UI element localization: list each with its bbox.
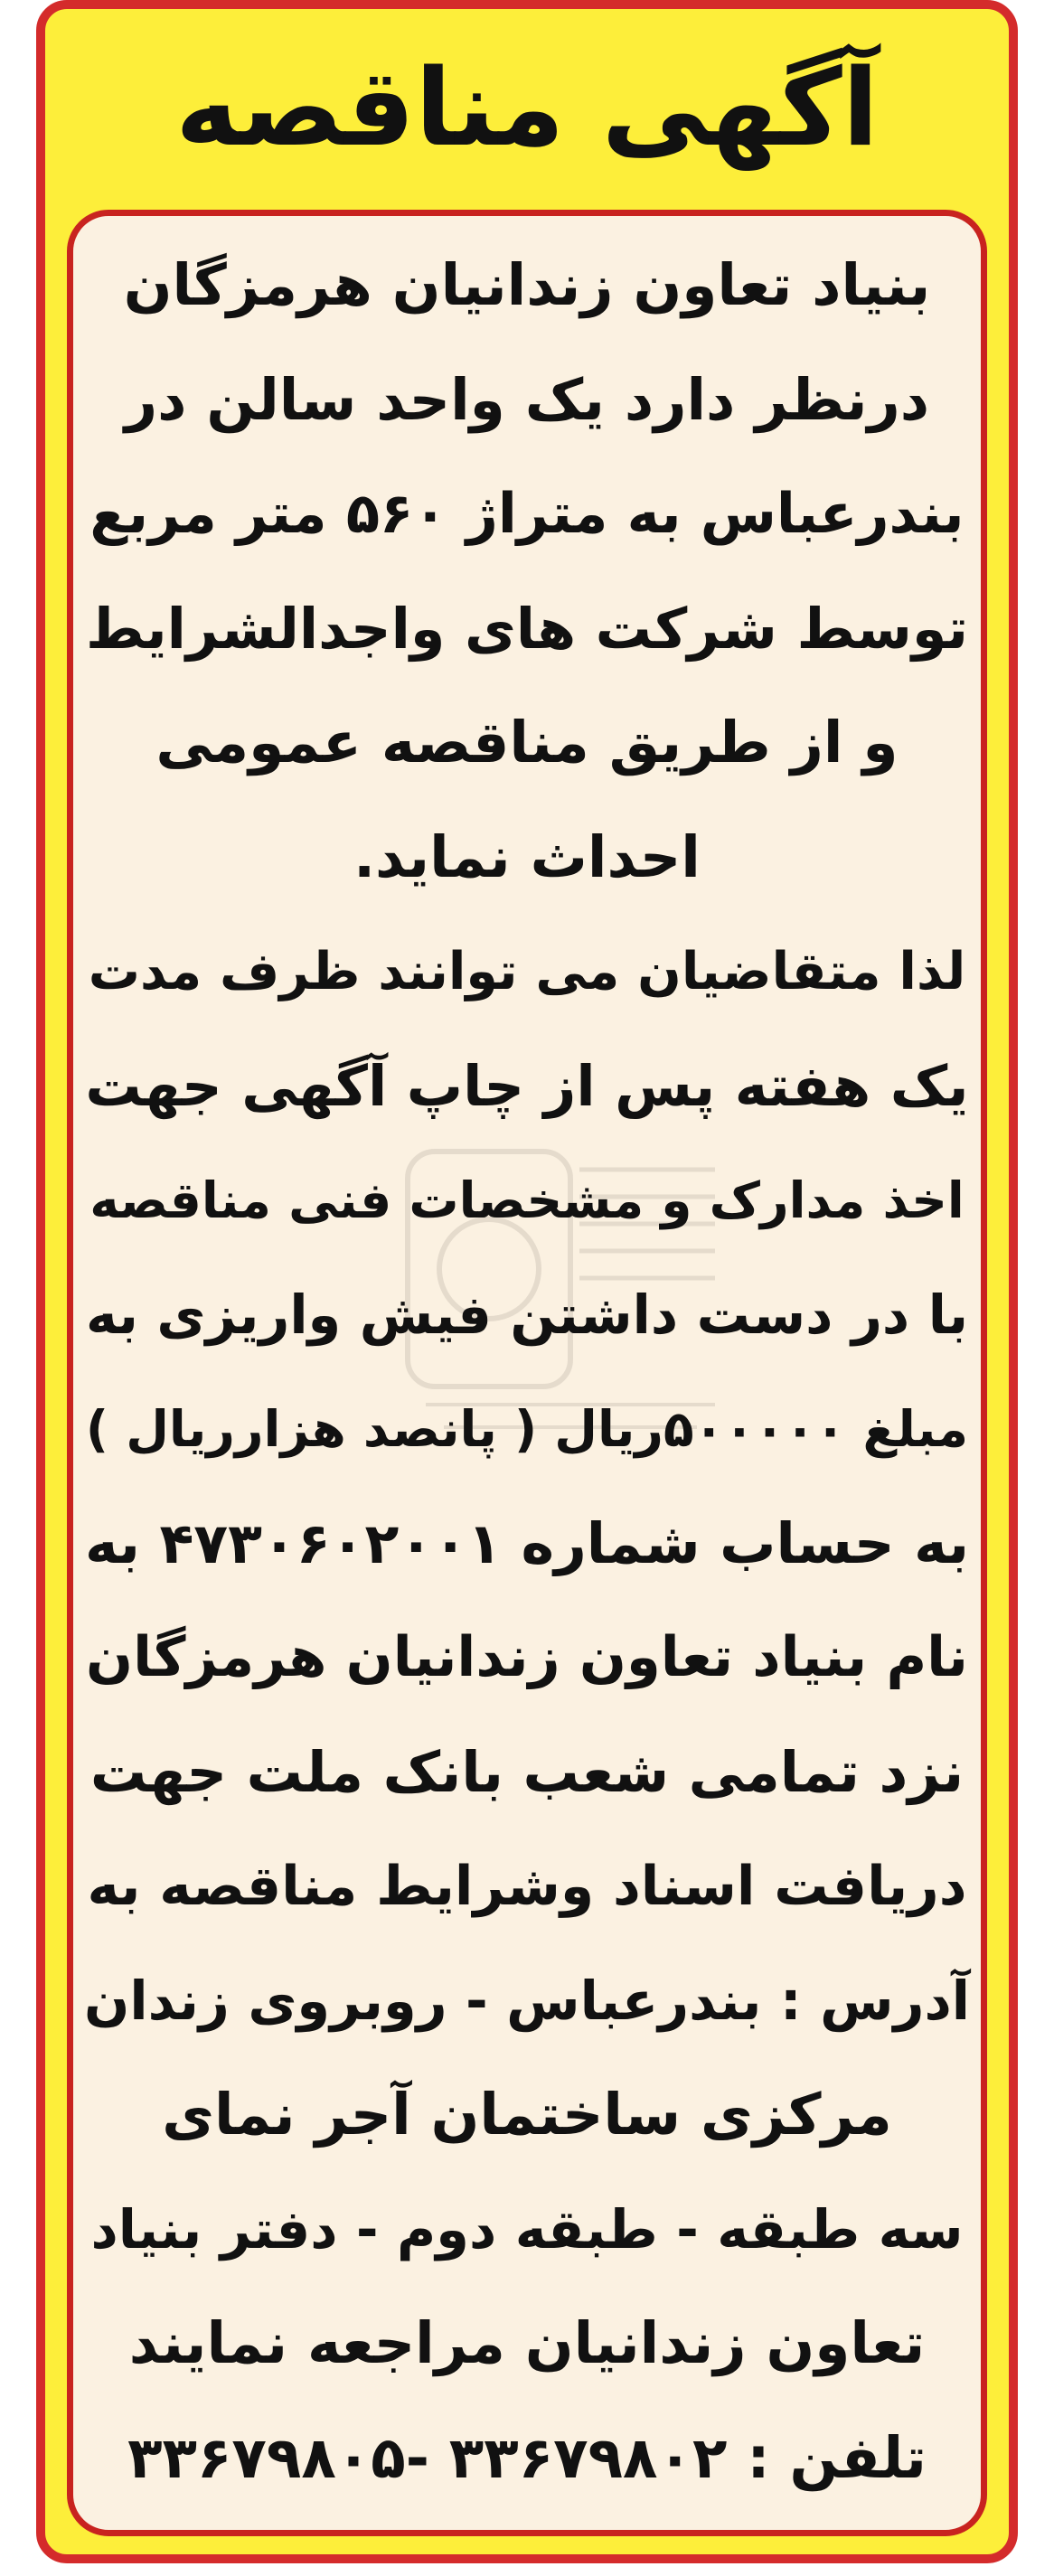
- ad-line: تعاون زندانیان مراجعه نمایند: [128, 2310, 926, 2376]
- ad-body-text: [84, 229, 970, 2515]
- ad-line: نزد تمامی شعب بانک ملت جهت: [89, 1738, 965, 1805]
- ad-line: بنیاد تعاون زندانیان هرمزگان: [123, 252, 931, 318]
- ad-text-panel: [67, 210, 987, 2536]
- ad-line: آدرس : بندرعباس - روبروی زندان: [84, 1969, 970, 2032]
- ad-line: مبلغ ۵۰۰۰۰۰ریال ( پانصد هزارریال ): [85, 1400, 969, 1458]
- ad-outer-frame: [36, 0, 1018, 2563]
- ad-line: و از طریق مناقصه عمومی: [155, 710, 899, 776]
- ad-line: سه طبقه - طبقه دوم - دفتر بنیاد: [90, 2197, 964, 2261]
- ad-line: توسط شرکت های واجدالشرایط: [86, 595, 968, 662]
- ad-line: مرکزی ساختمان آجر نمای: [162, 2082, 892, 2148]
- ad-line: به حساب شماره ۴۷۳۰۶۰۲۰۰۱ به: [85, 1509, 969, 1576]
- ad-line: با در دست داشتن فیش واریزی به: [85, 1283, 969, 1346]
- phone-line: تلفن : ۳۳۶۷۹۸۰۲ -۳۳۶۷۹۸۰۵: [127, 2424, 927, 2491]
- ad-line: احداث نماید.: [353, 823, 701, 890]
- ad-line: نام بنیاد تعاون زندانیان هرمزگان: [86, 1625, 968, 1689]
- ad-line: لذا متقاضیان می توانند ظرف مدت: [88, 942, 966, 1001]
- ad-line: دریافت اسناد وشرایط مناقصه به: [87, 1855, 967, 1918]
- ad-line: اخذ مدارک و مشخصات فنی مناقصه: [89, 1171, 965, 1229]
- ad-line: یک هفته پس از چاپ آگهی جهت: [85, 1052, 969, 1119]
- ad-line: بندرعباس به متراژ ۵۶۰ متر مربع: [89, 482, 965, 546]
- ad-line: درنظر دارد یک واحد سالن در: [124, 366, 930, 433]
- ad-title: آگهی مناقصه: [174, 45, 880, 170]
